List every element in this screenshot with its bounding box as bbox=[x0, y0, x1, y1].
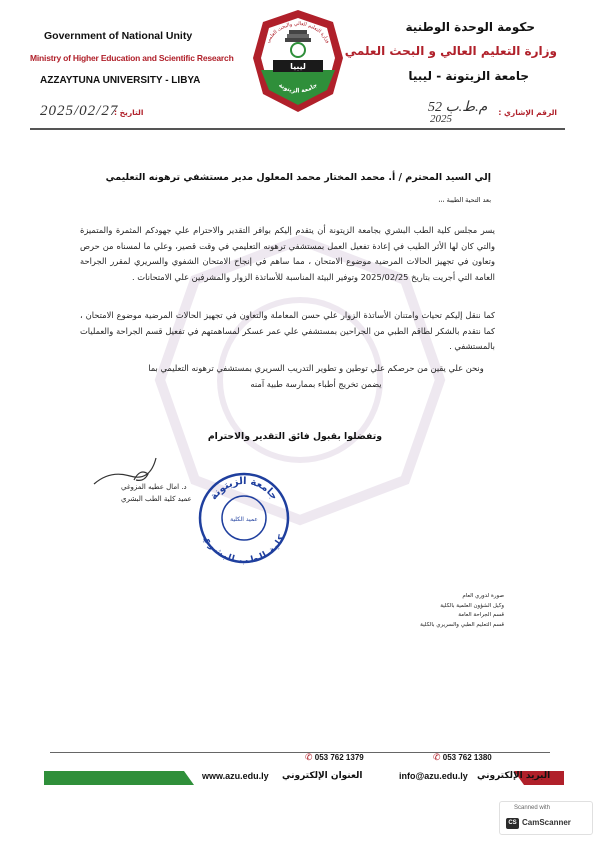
stamp-ring-bottom: كلية الطب البشري bbox=[200, 533, 288, 566]
ministry-name-en: Ministry of Higher Education and Scientific Research bbox=[30, 53, 234, 63]
university-logo bbox=[251, 8, 345, 118]
signatory-name: د. امال عطيه المزوغي bbox=[121, 483, 187, 491]
ref-label: الرقم الإشاري : bbox=[498, 108, 557, 117]
stamp-center: عميد الكلية bbox=[230, 516, 258, 523]
recipient-line: إلي السيد المحترم / أ. محمد المختار محمد المعلول مدير مستشفي ترهونه التعليمي bbox=[105, 172, 491, 183]
ref-number: 52 م.ط.ب bbox=[428, 100, 488, 115]
camscanner-top-text: Scanned with bbox=[514, 805, 551, 811]
logo-ring-bottom: جامعة الزيتونة bbox=[277, 81, 319, 95]
signatory-title: عميد كلية الطب البشري bbox=[121, 495, 192, 503]
official-stamp bbox=[196, 470, 292, 566]
ref-year: 2025 bbox=[430, 113, 452, 125]
date-label: التاريخ : bbox=[114, 108, 144, 117]
phone-2-text: 053 762 1380 bbox=[442, 753, 492, 762]
gov-name-en: Government of National Unity bbox=[44, 30, 193, 42]
logo-ring-top: وزارة التعليم العالي والبحث العلمي bbox=[265, 20, 331, 45]
phone-icon: ✆ bbox=[433, 753, 441, 763]
cc-item: صورة لدوري العام bbox=[462, 593, 504, 599]
paragraph-2: كما ننقل إليكم تحيات وامتنان الأساتذة الزوار علي حسن المعاملة والتعاون في تجهيز الحالات المرضية موضوع الامتحان ، كما نتقدم بالشكر لطاقم الطبي من الجراحين بمستشفي علي عمر عسكر لمساهمتهم في تفعيل قسم الجراحة والعمليات بالمستشفي . bbox=[80, 310, 495, 352]
gov-name-ar: حكومة الوحدة الوطنية bbox=[405, 20, 535, 34]
cc-item: قسم الجراحة العامة bbox=[458, 612, 504, 619]
footer-website-label: العنوان الإلكتروني bbox=[282, 771, 363, 781]
phone-1-text: 053 762 1379 bbox=[314, 753, 364, 762]
logo-banner-text: ليبيا bbox=[290, 62, 306, 71]
phone-2 bbox=[433, 753, 492, 763]
university-name-ar: جامعة الزيتونة - ليبيا bbox=[408, 69, 529, 83]
stamp-ring-top: جامعة الزيتونة bbox=[208, 475, 280, 503]
university-name-en: AZZAYTUNA UNIVERSITY - LIBYA bbox=[40, 75, 201, 86]
cc-item: قسم التعليم الطبي والسريري بالكلية bbox=[420, 622, 504, 629]
camscanner-logo-icon: CS bbox=[506, 818, 519, 829]
phone-icon: ✆ bbox=[305, 753, 313, 763]
greeting: بعد التحية الطيبة ،،، bbox=[438, 196, 491, 204]
paragraph-3: ونحن علي يقين من حرصكم علي توطين و تطوير التدريب السريري بمستشفي ترهونه التعليمي بما يضمن تخريج أطباء بممارسة طبية آمنه bbox=[148, 363, 484, 389]
ministry-name-ar: وزارة التعليم العالي و البحث العلمي bbox=[344, 44, 557, 58]
cc-item: وكيل الشؤون العلمية بالكلية bbox=[440, 602, 504, 609]
phone-1 bbox=[305, 753, 364, 763]
camscanner-name: CamScanner bbox=[522, 818, 571, 827]
cc-list bbox=[420, 592, 504, 631]
camscanner-badge bbox=[499, 801, 593, 835]
footer-website[interactable]: www.azu.edu.ly bbox=[202, 771, 269, 781]
paragraph-1: يسر مجلس كلية الطب البشري بجامعة الزيتونة أن يتقدم إليكم بوافر التقدير والاحترام علي جهودكم المثمرة والمتميزة والتي كان لها الأثر الطيب في إعادة تفعيل العمل بمستشفي ترهونه التعليمي في وقت قصير، وعلي ما لمسناه من حرص وتعاون في تجهيز الحالات المرضية موضوع الامتحان ، مما ساهم في إنجاح الامتحان الشفوي والسريري لمقرر الجراحة العامة التي أجريت بتاريخ 2025/02/25 وتوفير البيئة المناسبة للأساتذة الزوار والمشرفين علي الامتحانات . bbox=[80, 225, 495, 282]
date-value: 2025/02/27 bbox=[40, 103, 119, 119]
footer-email[interactable]: info@azu.edu.ly bbox=[399, 771, 468, 781]
footer-email-label: البريد الإلكتروني bbox=[477, 771, 551, 781]
closing-line: وتفضلوا بقبول فائق التقدير والاحترام bbox=[207, 431, 382, 442]
header-divider bbox=[30, 128, 565, 130]
